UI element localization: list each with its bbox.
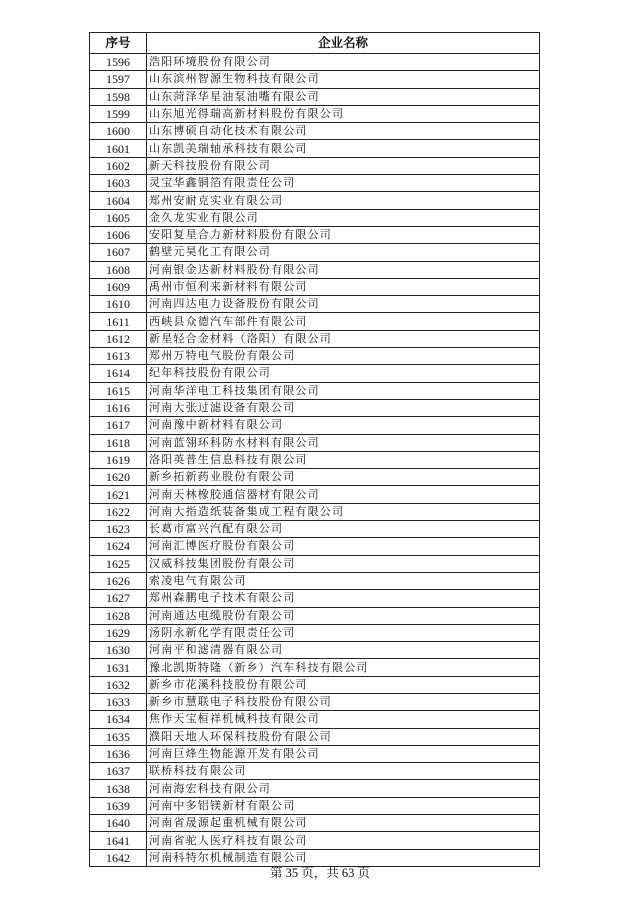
- row-number-cell: 1631: [90, 659, 147, 676]
- table-row: [90, 797, 540, 814]
- company-name-cell: 河南汇博医疗股份有限公司: [147, 538, 540, 555]
- row-number-cell: 1596: [90, 54, 147, 71]
- table-row: [90, 659, 540, 676]
- company-name-cell: 河南平和滤清器有限公司: [147, 642, 540, 659]
- table-row: [90, 434, 540, 451]
- table-row: [90, 832, 540, 849]
- table-row: [90, 555, 540, 572]
- table-row: [90, 711, 540, 728]
- company-name-cell: 郑州万特电气股份有限公司: [147, 348, 540, 365]
- company-name-cell: 新星轻合金材料（洛阳）有限公司: [147, 330, 540, 347]
- company-name-cell: 濮阳天地人环保科技股份有限公司: [147, 728, 540, 745]
- column-header-number: 序号: [90, 33, 147, 54]
- company-name-cell: 浩阳环境股份有限公司: [147, 54, 540, 71]
- row-number-cell: 1620: [90, 469, 147, 486]
- company-name-cell: 山东滨州智源生物科技有限公司: [147, 71, 540, 88]
- company-name-cell: 汤阴永新化学有限责任公司: [147, 624, 540, 641]
- row-number-cell: 1602: [90, 157, 147, 174]
- table-row: [90, 244, 540, 261]
- row-number-cell: 1624: [90, 538, 147, 555]
- table-row: [90, 157, 540, 174]
- company-name-cell: 河南银金达新材料股份有限公司: [147, 261, 540, 278]
- company-name-cell: 河南天林橡胶通信器材有限公司: [147, 486, 540, 503]
- row-number-cell: 1609: [90, 278, 147, 295]
- table-row: [90, 676, 540, 693]
- row-number-cell: 1606: [90, 226, 147, 243]
- company-name-cell: 河南省驼人医疗科技有限公司: [147, 832, 540, 849]
- row-number-cell: 1630: [90, 642, 147, 659]
- column-header-name: 企业名称: [147, 33, 540, 54]
- table-row: [90, 313, 540, 330]
- company-name-cell: 西峡县众德汽车部件有限公司: [147, 313, 540, 330]
- table-row: [90, 642, 540, 659]
- row-number-cell: 1638: [90, 780, 147, 797]
- table-row: [90, 763, 540, 780]
- row-number-cell: 1634: [90, 711, 147, 728]
- table-row: [90, 607, 540, 624]
- company-name-cell: 安阳复星合力新材料股份有限公司: [147, 226, 540, 243]
- row-number-cell: 1618: [90, 434, 147, 451]
- table-row: [90, 624, 540, 641]
- table-row: [90, 140, 540, 157]
- row-number-cell: 1626: [90, 572, 147, 589]
- company-name-cell: 新乡市慧联电子科技股份有限公司: [147, 693, 540, 710]
- company-name-cell: 新乡拓新药业股份有限公司: [147, 469, 540, 486]
- row-number-cell: 1629: [90, 624, 147, 641]
- row-number-cell: 1619: [90, 451, 147, 468]
- table-row: [90, 54, 540, 71]
- row-number-cell: 1598: [90, 88, 147, 105]
- company-name-cell: 金久龙实业有限公司: [147, 209, 540, 226]
- row-number-cell: 1607: [90, 244, 147, 261]
- company-name-cell: 郑州安耐克实业有限公司: [147, 192, 540, 209]
- row-number-cell: 1625: [90, 555, 147, 572]
- row-number-cell: 1611: [90, 313, 147, 330]
- company-name-cell: 新天科技股份有限公司: [147, 157, 540, 174]
- row-number-cell: 1635: [90, 728, 147, 745]
- table-row: [90, 469, 540, 486]
- table-row: [90, 590, 540, 607]
- company-name-cell: 河南豫中新材料有限公司: [147, 417, 540, 434]
- table-row: [90, 330, 540, 347]
- table-row: [90, 693, 540, 710]
- table-row: [90, 88, 540, 105]
- table-row: [90, 209, 540, 226]
- row-number-cell: 1603: [90, 175, 147, 192]
- company-name-cell: 河南四达电力设备股份有限公司: [147, 296, 540, 313]
- row-number-cell: 1604: [90, 192, 147, 209]
- row-number-cell: 1601: [90, 140, 147, 157]
- table-row: [90, 123, 540, 140]
- company-name-cell: 河南蓝翎环科防水材料有限公司: [147, 434, 540, 451]
- table-row: [90, 572, 540, 589]
- enterprise-table: [89, 32, 540, 867]
- company-name-cell: 纪年科技股份有限公司: [147, 365, 540, 382]
- table-row: [90, 71, 540, 88]
- company-name-cell: 汉威科技集团股份有限公司: [147, 555, 540, 572]
- company-name-cell: 禹州市恒利来新材料有限公司: [147, 278, 540, 295]
- row-number-cell: 1641: [90, 832, 147, 849]
- table-row: [90, 745, 540, 762]
- company-name-cell: 索凌电气有限公司: [147, 572, 540, 589]
- table-row: [90, 815, 540, 832]
- row-number-cell: 1600: [90, 123, 147, 140]
- table-row: [90, 192, 540, 209]
- company-name-cell: 山东凯美瑞轴承科技有限公司: [147, 140, 540, 157]
- company-name-cell: 豫北凯斯特隆（新乡）汽车科技有限公司: [147, 659, 540, 676]
- table-row: [90, 105, 540, 122]
- company-name-cell: 山东博硕自动化技术有限公司: [147, 123, 540, 140]
- row-number-cell: 1639: [90, 797, 147, 814]
- table-row: [90, 278, 540, 295]
- company-name-cell: 洛阳英普生信息科技有限公司: [147, 451, 540, 468]
- page-footer: 第 35 页，共 63 页: [269, 866, 370, 880]
- row-number-cell: 1599: [90, 105, 147, 122]
- table-row: [90, 417, 540, 434]
- company-name-cell: 河南大张过滤设备有限公司: [147, 399, 540, 416]
- table-row: [90, 538, 540, 555]
- row-number-cell: 1621: [90, 486, 147, 503]
- row-number-cell: 1636: [90, 745, 147, 762]
- table-row: [90, 503, 540, 520]
- table-row: [90, 382, 540, 399]
- row-number-cell: 1622: [90, 503, 147, 520]
- company-name-cell: 焦作天宝桓祥机械科技有限公司: [147, 711, 540, 728]
- row-number-cell: 1623: [90, 521, 147, 538]
- row-number-cell: 1608: [90, 261, 147, 278]
- company-name-cell: 河南省晟源起重机械有限公司: [147, 815, 540, 832]
- table-header-row: [90, 33, 540, 54]
- company-name-cell: 灵宝华鑫铜箔有限责任公司: [147, 175, 540, 192]
- table-row: [90, 226, 540, 243]
- row-number-cell: 1627: [90, 590, 147, 607]
- row-number-cell: 1628: [90, 607, 147, 624]
- row-number-cell: 1617: [90, 417, 147, 434]
- row-number-cell: 1642: [90, 849, 147, 866]
- table-row: [90, 261, 540, 278]
- row-number-cell: 1597: [90, 71, 147, 88]
- row-number-cell: 1605: [90, 209, 147, 226]
- row-number-cell: 1614: [90, 365, 147, 382]
- company-name-cell: 河南科特尔机械制造有限公司: [147, 849, 540, 866]
- company-name-cell: 联桥科技有限公司: [147, 763, 540, 780]
- company-name-cell: 新乡市花溪科技股份有限公司: [147, 676, 540, 693]
- company-name-cell: 河南通达电缆股份有限公司: [147, 607, 540, 624]
- table-row: [90, 521, 540, 538]
- company-name-cell: 长葛市富兴汽配有限公司: [147, 521, 540, 538]
- table-row: [90, 296, 540, 313]
- company-name-cell: 山东旭光得瑞高新材料股份有限公司: [147, 105, 540, 122]
- table-row: [90, 365, 540, 382]
- row-number-cell: 1610: [90, 296, 147, 313]
- company-name-cell: 河南海宏科技有限公司: [147, 780, 540, 797]
- company-name-cell: 河南中多铝镁新材有限公司: [147, 797, 540, 814]
- company-name-cell: 河南华洋电工科技集团有限公司: [147, 382, 540, 399]
- table-row: [90, 348, 540, 365]
- row-number-cell: 1615: [90, 382, 147, 399]
- table-body: [90, 54, 540, 867]
- row-number-cell: 1613: [90, 348, 147, 365]
- table-row: [90, 486, 540, 503]
- table-row: [90, 175, 540, 192]
- company-name-cell: 鹤壁元昊化工有限公司: [147, 244, 540, 261]
- table-row: [90, 451, 540, 468]
- row-number-cell: 1612: [90, 330, 147, 347]
- table-row: [90, 780, 540, 797]
- row-number-cell: 1616: [90, 399, 147, 416]
- company-name-cell: 山东菏泽华星油泵油嘴有限公司: [147, 88, 540, 105]
- row-number-cell: 1632: [90, 676, 147, 693]
- row-number-cell: 1637: [90, 763, 147, 780]
- row-number-cell: 1640: [90, 815, 147, 832]
- company-name-cell: 河南大指造纸装备集成工程有限公司: [147, 503, 540, 520]
- row-number-cell: 1633: [90, 693, 147, 710]
- company-name-cell: 郑州森鹏电子技术有限公司: [147, 590, 540, 607]
- table-row: [90, 728, 540, 745]
- company-name-cell: 河南巨烽生物能源开发有限公司: [147, 745, 540, 762]
- table-row: [90, 399, 540, 416]
